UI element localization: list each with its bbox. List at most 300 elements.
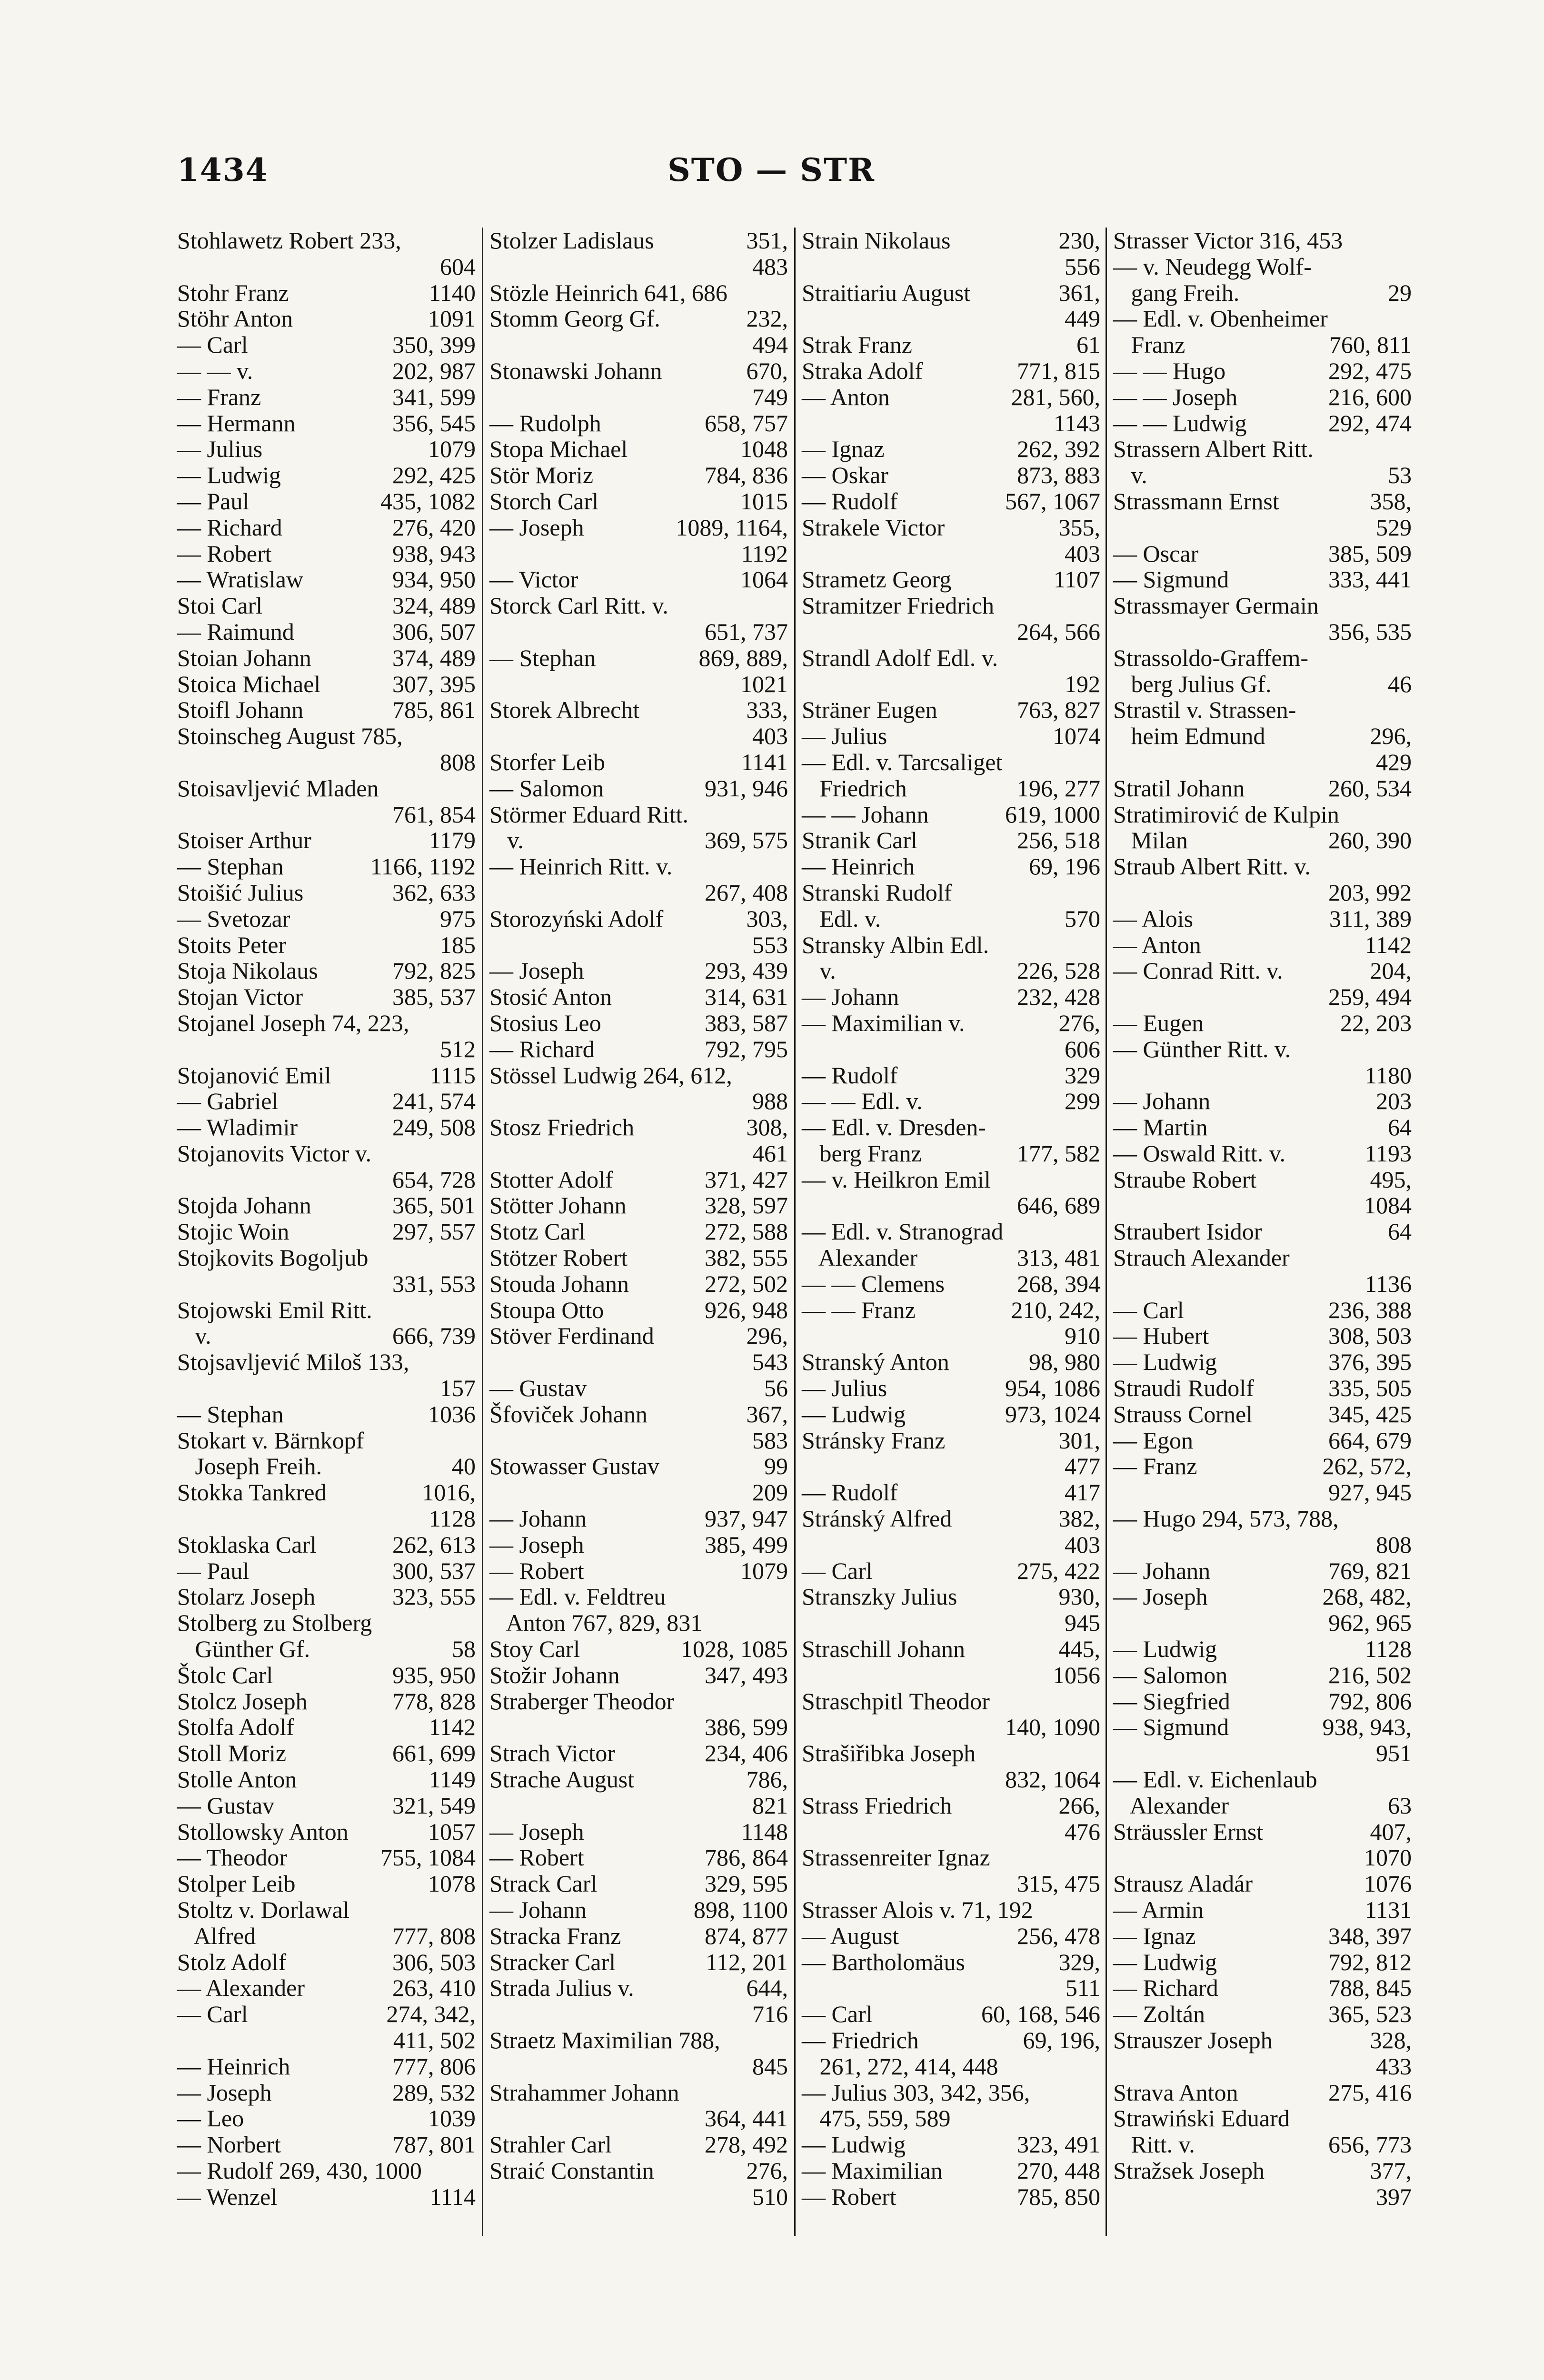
index-entry — [802, 906, 1100, 932]
index-entry — [802, 1584, 1100, 1610]
index-entry — [177, 2184, 476, 2210]
page-refs: 656, 773 — [1328, 2131, 1412, 2158]
entry-name: — Joseph — [489, 514, 584, 541]
index-entry — [1113, 1245, 1412, 1271]
index-entry — [177, 2080, 476, 2106]
index-entry — [802, 1140, 1100, 1167]
index-entry — [802, 1428, 1100, 1454]
entry-name: Stohlawetz Robert 233, — [177, 227, 401, 254]
index-entry — [802, 1297, 1100, 1323]
index-entry — [177, 1793, 476, 1819]
index-entry — [177, 1036, 476, 1062]
entry-name: — Bartholomäus — [802, 1948, 966, 1975]
page-refs: 670, — [746, 357, 788, 384]
entry-name: Strak Franz — [802, 331, 912, 358]
entry-name: — Johann — [1113, 1557, 1211, 1584]
index-entry — [802, 306, 1100, 332]
page-refs: 777, 806 — [392, 2053, 476, 2080]
page-refs: 792, 806 — [1328, 1687, 1412, 1715]
index-entry — [1113, 645, 1412, 671]
page-refs: 716 — [752, 2001, 788, 2028]
index-entry — [177, 1297, 476, 1323]
page-refs: 315, 475 — [1017, 1870, 1100, 1897]
index-entry — [489, 802, 788, 828]
entry-name: Strassmayer Germain — [1113, 592, 1319, 619]
page-refs: 374, 489 — [392, 644, 476, 671]
entry-name: Stomm Georg Gf. — [489, 305, 660, 332]
index-entry — [177, 1428, 476, 1454]
page-refs: 256, 478 — [1017, 1922, 1100, 1949]
index-entry — [1113, 2184, 1412, 2210]
page-refs: 926, 948 — [705, 1296, 788, 1323]
index-entry — [177, 645, 476, 671]
page-refs: 1142 — [428, 1714, 476, 1741]
entry-name: Stranski Rudolf — [802, 879, 952, 906]
index-entry — [489, 827, 788, 853]
index-entry — [489, 254, 788, 280]
entry-name: — Ludwig — [177, 462, 281, 489]
entry-name: Strasser Alois v. 71, 192 — [802, 1896, 1033, 1923]
entry-name: Storek Albrecht — [489, 696, 640, 724]
index-entry — [802, 1167, 1100, 1193]
page-refs: 263, 410 — [392, 1974, 476, 2002]
index-entry — [177, 2132, 476, 2158]
entry-name: — Rudolf — [802, 1061, 898, 1089]
page-refs: 299 — [1065, 1088, 1100, 1115]
entry-name: Stoisavljević Mladen — [177, 774, 379, 802]
entry-name: Stracka Franz — [489, 1922, 621, 1949]
page-refs: 385, 537 — [392, 983, 476, 1011]
entry-name: — Ludwig — [1113, 1349, 1217, 1376]
index-entry — [1113, 2158, 1412, 2184]
page-refs: 361, — [1058, 279, 1100, 306]
index-entry — [802, 1740, 1100, 1766]
index-entry — [1113, 593, 1412, 619]
entry-name: Stössel Ludwig 264, 612, — [489, 1061, 732, 1089]
entry-name: — — Edl. v. — [802, 1088, 923, 1115]
page-refs: 763, 827 — [1017, 696, 1100, 724]
page-refs: 268, 482, — [1322, 1583, 1412, 1610]
entry-name: — — Hugo — [1113, 357, 1226, 384]
index-entry — [1113, 2132, 1412, 2158]
index-entry — [1113, 1375, 1412, 1401]
page-refs: 777, 808 — [392, 1922, 476, 1949]
index-entry — [1113, 1584, 1412, 1610]
entry-name: — Carl — [802, 1557, 873, 1584]
index-entry — [489, 1428, 788, 1454]
entry-name: — Gustav — [489, 1375, 587, 1402]
page-refs: 383, 587 — [705, 1009, 788, 1036]
index-entry — [802, 1375, 1100, 1401]
index-entry — [802, 749, 1100, 775]
entry-name: Strauszer Joseph — [1113, 2026, 1273, 2053]
page-refs: 511 — [1065, 1974, 1100, 2002]
entry-name: — Edl. v. Tarcsaliget — [802, 748, 1003, 775]
page-refs: 771, 815 — [1017, 357, 1100, 384]
index-entry — [177, 1662, 476, 1688]
page-refs: 1192 — [741, 540, 788, 567]
page-refs: 99 — [764, 1453, 788, 1480]
entry-name: Strauss Cornel — [1113, 1400, 1253, 1428]
index-entry — [1113, 1766, 1412, 1793]
page-refs: 289, 532 — [392, 2079, 476, 2106]
page-refs: 433 — [1376, 2053, 1412, 2080]
entry-name: — Siegfried — [1113, 1687, 1230, 1715]
page-refs: 874, 877 — [705, 1922, 788, 1949]
entry-name: Stollowsky Anton — [177, 1818, 349, 1845]
entry-name: Straić Constantin — [489, 2157, 654, 2184]
entry-name: Sträner Eugen — [802, 696, 937, 724]
entry-name: Stopa Michael — [489, 436, 628, 463]
entry-name: Stojanel Joseph 74, 223, — [177, 1009, 409, 1036]
index-entry — [177, 1506, 476, 1532]
page-refs: 510 — [752, 2183, 788, 2210]
index-entry — [177, 280, 476, 306]
page-refs: 203, 992 — [1328, 879, 1412, 906]
entry-name: Stojanovits Victor v. — [177, 1140, 372, 1167]
page-refs: 445, — [1058, 1636, 1100, 1663]
index-entry — [1113, 1219, 1412, 1245]
entry-name: — Rudolph — [489, 409, 601, 436]
entry-name: Strassenreiter Ignaz — [802, 1844, 990, 1871]
page-refs: 973, 1024 — [1005, 1400, 1100, 1428]
index-entry — [177, 1584, 476, 1610]
page-refs: 583 — [752, 1427, 788, 1454]
index-entry — [489, 358, 788, 384]
entry-name: Anton 767, 829, 831 — [489, 1609, 703, 1636]
page-refs: 785, 861 — [392, 696, 476, 724]
index-entry — [802, 1010, 1100, 1036]
page-refs: 293, 439 — [705, 957, 788, 984]
entry-name: — Salomon — [489, 774, 604, 802]
index-entry — [1113, 2027, 1412, 2053]
entry-name: Strasser Victor 316, 453 — [1113, 227, 1343, 254]
entry-name: Strassmann Ernst — [1113, 487, 1279, 515]
index-entry — [802, 2053, 1100, 2080]
entry-name: — Edl. v. Obenheimer — [1113, 305, 1328, 332]
index-entry — [802, 671, 1100, 697]
entry-name: v. — [1113, 462, 1147, 489]
page-refs: 1021 — [740, 670, 788, 697]
page-refs: 898, 1100 — [693, 1896, 788, 1923]
entry-name: — Heinrich Ritt. v. — [489, 853, 673, 880]
index-entry — [1113, 1401, 1412, 1428]
index-entry — [802, 541, 1100, 567]
entry-name: — — Ludwig — [1113, 409, 1247, 436]
index-entry — [177, 1245, 476, 1271]
page-refs: 377, — [1370, 2157, 1412, 2184]
entry-name: — Hermann — [177, 409, 296, 436]
entry-name: Straitiariu August — [802, 279, 971, 306]
entry-name: Störmer Eduard Ritt. — [489, 801, 688, 828]
entry-name: Stoja Nikolaus — [177, 957, 318, 984]
page-refs: 29 — [1388, 279, 1412, 306]
entry-name: Stolle Anton — [177, 1766, 297, 1793]
entry-name: Stoupa Otto — [489, 1296, 604, 1323]
page-refs: 938, 943 — [392, 540, 476, 567]
page-refs: 204, — [1370, 957, 1412, 984]
page-refs: 483 — [752, 253, 788, 280]
index-entry — [177, 1714, 476, 1740]
index-entry — [177, 802, 476, 828]
entry-name: Friedrich — [802, 774, 907, 802]
index-entry — [802, 488, 1100, 515]
entry-name: — Anton — [802, 383, 890, 410]
entry-name: Storck Carl Ritt. v. — [489, 592, 668, 619]
index-entry — [177, 1375, 476, 1401]
index-entry — [1113, 410, 1412, 436]
page-refs: 570 — [1065, 905, 1100, 932]
index-entry — [489, 749, 788, 775]
entry-name: — v. Heilkron Emil — [802, 1166, 991, 1193]
page-refs: 328, — [1370, 2026, 1412, 2053]
index-column-2 — [489, 228, 788, 2236]
page-refs: 1107 — [1053, 566, 1100, 593]
entry-name: Strakele Victor — [802, 514, 945, 541]
page-refs: 348, 397 — [1328, 1922, 1412, 1949]
entry-name: Stolper Leib — [177, 1870, 296, 1897]
index-entry — [489, 1088, 788, 1114]
index-entry — [802, 2158, 1100, 2184]
index-entry — [1113, 671, 1412, 697]
index-entry — [489, 880, 788, 906]
index-entry — [177, 254, 476, 280]
page-refs: 333, 441 — [1328, 566, 1412, 593]
index-entry — [489, 593, 788, 619]
page-refs: 281, 560, — [1011, 383, 1100, 410]
page-refs: 270, 448 — [1017, 2157, 1100, 2184]
page-refs: 307, 395 — [392, 670, 476, 697]
entry-name: Stranik Carl — [802, 827, 918, 854]
index-entry — [802, 1636, 1100, 1662]
entry-name: Stoll Moriz — [177, 1740, 287, 1767]
index-column-1 — [177, 228, 476, 2236]
entry-name: — — Franz — [802, 1296, 916, 1323]
index-entry — [177, 697, 476, 723]
page-refs: 202, 987 — [392, 357, 476, 384]
entry-name: Stojkovits Bogoljub — [177, 1244, 369, 1271]
entry-name: Strach Victor — [489, 1740, 616, 1767]
entry-name: berg Franz — [802, 1140, 922, 1167]
entry-name: — Günther Ritt. v. — [1113, 1035, 1291, 1062]
page-refs: 962, 965 — [1328, 1609, 1412, 1636]
index-entry — [1113, 775, 1412, 802]
page-refs: 411, 502 — [393, 2026, 476, 2053]
page-refs: 311, 389 — [1329, 905, 1412, 932]
entry-name: Alexander — [1113, 1792, 1229, 1819]
index-entry — [1113, 1088, 1412, 1114]
page-refs: 512 — [440, 1035, 476, 1062]
entry-name: Stöver Ferdinand — [489, 1322, 654, 1349]
entry-name: — Oswald Ritt. v. — [1113, 1140, 1286, 1167]
entry-name: — Stephan — [177, 853, 284, 880]
page-refs: 651, 737 — [705, 618, 788, 645]
entry-name: Stötter Johann — [489, 1192, 627, 1219]
page-refs: 58 — [452, 1636, 476, 1663]
index-entry — [177, 1949, 476, 1975]
page-refs: 382, — [1058, 1505, 1100, 1532]
page-refs: 785, 850 — [1017, 2183, 1100, 2210]
entry-name: — Ignaz — [1113, 1922, 1196, 1949]
entry-name: Storch Carl — [489, 487, 599, 515]
page-refs: 241, 574 — [392, 1088, 476, 1115]
index-entry — [489, 2053, 788, 2080]
page-refs: 328, 597 — [705, 1192, 788, 1219]
page-refs: 1074 — [1053, 723, 1100, 750]
index-entry — [802, 254, 1100, 280]
page-refs: 403 — [752, 723, 788, 750]
page-refs: 792, 812 — [1328, 1948, 1412, 1975]
page-refs: 786, 864 — [705, 1844, 788, 1871]
page-refs: 1070 — [1364, 1844, 1412, 1871]
index-entry — [1113, 1506, 1412, 1532]
page-refs: 314, 631 — [705, 983, 788, 1011]
index-entry — [1113, 1844, 1412, 1871]
page-refs: 869, 889, — [698, 644, 788, 671]
page-refs: 196, 277 — [1017, 774, 1100, 802]
index-entry — [177, 984, 476, 1010]
index-entry — [802, 1923, 1100, 1949]
page-refs: 403 — [1065, 540, 1100, 567]
page-refs: 382, 555 — [705, 1244, 788, 1271]
page-refs: 321, 549 — [392, 1792, 476, 1819]
page-refs: 260, 390 — [1328, 827, 1412, 854]
index-entry — [802, 1036, 1100, 1062]
index-entry — [802, 958, 1100, 984]
entry-name: — Richard — [1113, 1974, 1218, 2002]
page-refs: 358, — [1370, 487, 1412, 515]
index-entry — [802, 1897, 1100, 1923]
index-entry — [489, 671, 788, 697]
index-entry — [177, 1479, 476, 1506]
index-entry — [1113, 488, 1412, 515]
entry-name: Straka Adolf — [802, 357, 923, 384]
page-refs: 64 — [1388, 1114, 1412, 1141]
page-refs: 1148 — [741, 1818, 788, 1845]
index-entry — [1113, 1714, 1412, 1740]
page-refs: 417 — [1065, 1479, 1100, 1506]
index-entry — [1113, 1349, 1412, 1375]
page-refs: 296, — [1370, 723, 1412, 750]
entry-name: — Ludwig — [802, 1400, 906, 1428]
entry-name: — Ignaz — [802, 436, 885, 463]
index-entry — [489, 1010, 788, 1036]
page-refs: 272, 588 — [705, 1218, 788, 1245]
page-refs: 1015 — [740, 487, 788, 515]
index-entry — [489, 488, 788, 515]
index-entry — [177, 1819, 476, 1845]
index-entry — [802, 1766, 1100, 1793]
page-refs: 910 — [1065, 1322, 1100, 1349]
index-entry — [489, 1558, 788, 1584]
entry-name: — Rudolf — [802, 1479, 898, 1506]
index-entry — [489, 462, 788, 488]
index-entry — [1113, 1114, 1412, 1140]
entry-name: — — Clemens — [802, 1270, 945, 1297]
entry-name: 261, 272, 414, 448 — [802, 2053, 998, 2080]
page-refs: 808 — [440, 748, 476, 775]
index-entry — [177, 306, 476, 332]
page-refs: 371, 427 — [705, 1166, 788, 1193]
entry-name: Franz — [1113, 331, 1185, 358]
entry-name: Ritt. v. — [1113, 2131, 1195, 2158]
page-refs: 435, 1082 — [380, 487, 476, 515]
index-entry — [489, 410, 788, 436]
entry-name: Strack Carl — [489, 1870, 598, 1897]
page-refs: 1128 — [1365, 1636, 1412, 1663]
page-refs: 1115 — [429, 1061, 476, 1089]
index-entry — [802, 332, 1100, 358]
index-entry — [177, 1923, 476, 1949]
page-refs: 306, 503 — [392, 1948, 476, 1975]
page-refs: 760, 811 — [1329, 331, 1412, 358]
index-entry — [1113, 254, 1412, 280]
page-refs: 185 — [440, 931, 476, 958]
entry-name: — Carl — [1113, 1296, 1184, 1323]
entry-name: v. — [177, 1322, 211, 1349]
entry-name: — Wenzel — [177, 2183, 278, 2210]
page-refs: 313, 481 — [1017, 1244, 1100, 1271]
page-refs: 264, 566 — [1017, 618, 1100, 645]
page-refs: 755, 1084 — [380, 1844, 476, 1871]
index-entry — [489, 228, 788, 254]
entry-name: Štolc Carl — [177, 1661, 273, 1688]
page-refs: 1128 — [428, 1505, 476, 1532]
entry-name: Edl. v. — [802, 905, 881, 932]
entry-name: — Hugo 294, 573, 788, — [1113, 1505, 1339, 1532]
page-refs: 1091 — [428, 305, 476, 332]
entry-name: — Edl. v. Stranograd — [802, 1218, 1004, 1245]
entry-name: Stouda Johann — [489, 1270, 629, 1297]
index-entry — [1113, 619, 1412, 645]
page-refs: 356, 535 — [1328, 618, 1412, 645]
entry-name: — Johann — [489, 1896, 587, 1923]
entry-name: — Hubert — [1113, 1322, 1209, 1349]
page-refs: 203 — [1376, 1088, 1412, 1115]
index-column-3 — [802, 228, 1100, 2236]
index-entry — [489, 1819, 788, 1845]
page-refs: 556 — [1065, 253, 1100, 280]
page-refs: 658, 757 — [705, 409, 788, 436]
page-refs: 266, — [1058, 1792, 1100, 1819]
index-entry — [1113, 958, 1412, 984]
page-refs: 249, 508 — [392, 1114, 476, 1141]
entry-name: Stötzer Robert — [489, 1244, 628, 1271]
entry-name: — Sigmund — [1113, 1714, 1229, 1741]
entry-name: — Rudolf 269, 430, 1000 — [177, 2157, 422, 2184]
page-refs: 1064 — [740, 566, 788, 593]
entry-name: Stohr Franz — [177, 279, 289, 306]
entry-name: — Richard — [489, 1035, 595, 1062]
entry-name: Stranský Anton — [802, 1349, 949, 1376]
index-entry — [1113, 1271, 1412, 1297]
entry-name: — Johann — [1113, 1088, 1211, 1115]
index-entry — [802, 1114, 1100, 1140]
page-refs: 1131 — [1365, 1896, 1412, 1923]
index-entry — [489, 2001, 788, 2027]
entry-name: Storfer Leib — [489, 748, 605, 775]
page-refs: 275, 416 — [1328, 2079, 1412, 2106]
entry-name: — — v. — [177, 357, 253, 384]
index-entry — [802, 280, 1100, 306]
entry-name: — Anton — [1113, 931, 1201, 958]
entry-name: — Joseph — [489, 957, 584, 984]
index-entry — [177, 1401, 476, 1428]
index-entry — [177, 410, 476, 436]
entry-name: gang Freih. — [1113, 279, 1240, 306]
index-entry — [177, 1453, 476, 1479]
entry-name: Milan — [1113, 827, 1188, 854]
